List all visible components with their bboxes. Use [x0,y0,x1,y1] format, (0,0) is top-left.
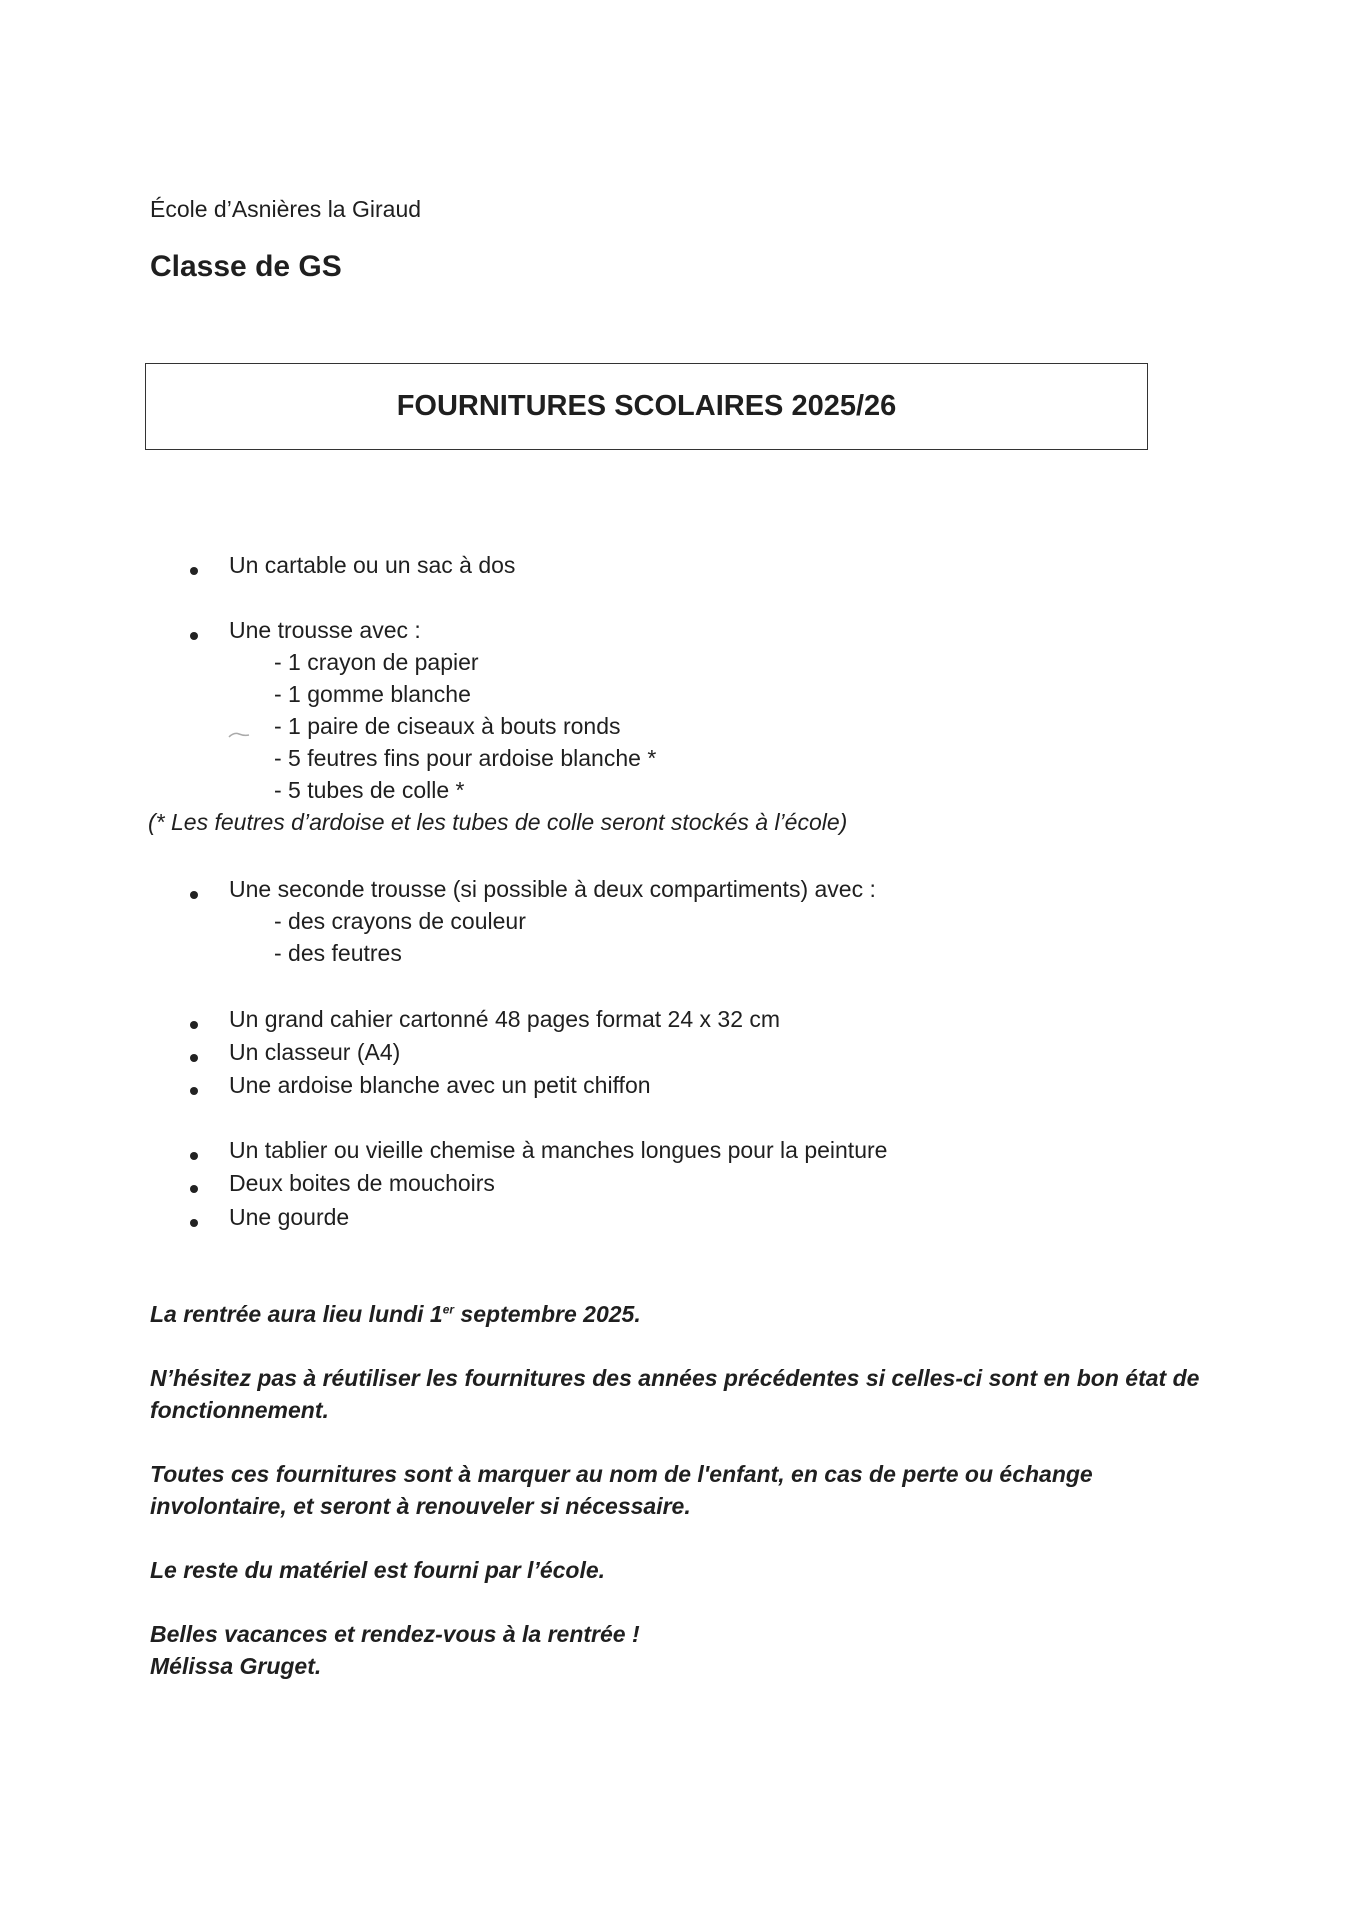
list-item: Un classeur (A4) [229,1039,401,1065]
bullet-icon [190,1185,198,1193]
sub-item: - 1 paire de ciseaux à bouts ronds [274,713,621,739]
bullet-icon [190,632,198,640]
sub-item: - des feutres [274,940,402,966]
bullet-icon [190,1054,198,1062]
list-item: Deux boites de mouchoirs [229,1170,495,1196]
wishes: Belles vacances et rendez-vous à la rentrée ! [150,1621,640,1647]
footnote: (* Les feutres d’ardoise et les tubes de colle seront stockés à l’école) [148,809,848,835]
bullet-icon [190,567,198,575]
list-item: Un grand cahier cartonné 48 pages format 24 x 32 cm [229,1006,781,1032]
bullet-icon [190,1021,198,1029]
signature: Mélissa Gruget. [150,1653,322,1679]
marking-note: Toutes ces fournitures sont à marquer au nom de l'enfant, en cas de perte ou échange involontaire, et seront à renouveler si nécessaire. [150,1461,1093,1519]
list-item: Une trousse avec : [229,617,421,643]
sub-item: - 1 gomme blanche [274,681,471,707]
bullet-icon [190,1219,198,1227]
bullet-icon [190,1152,198,1160]
list-item: Un tablier ou vieille chemise à manches longues pour la peinture [229,1137,888,1163]
school-name: École d’Asnières la Giraud [150,196,422,222]
list-item: Un cartable ou un sac à dos [229,552,516,578]
sub-item: - 1 crayon de papier [274,649,479,675]
sub-item: - 5 tubes de colle * [274,777,465,803]
document-title: FOURNITURES SCOLAIRES 2025/26 [396,390,897,422]
list-item: Une gourde [229,1204,350,1230]
list-item: Une seconde trousse (si possible à deux compartiments) avec : [229,876,876,902]
list-item: Une ardoise blanche avec un petit chiffon [229,1072,651,1098]
sub-item: - 5 feutres fins pour ardoise blanche * [274,745,657,771]
title-box [145,363,1148,450]
class-name: Classe de GS [150,250,342,283]
rentree-date: La rentrée aura lieu lundi 1er septembre 2025. [150,1301,641,1327]
bullet-icon [190,1087,198,1095]
sub-item: - des crayons de couleur [274,908,526,934]
bullet-icon [190,891,198,899]
rest-note: Le reste du matériel est fourni par l’école. [150,1557,606,1583]
smudge-mark-icon [228,730,250,740]
reuse-note: N’hésitez pas à réutiliser les fournitures des années précédentes si celles-ci sont en bon état de fonctionnement. [150,1365,1200,1423]
